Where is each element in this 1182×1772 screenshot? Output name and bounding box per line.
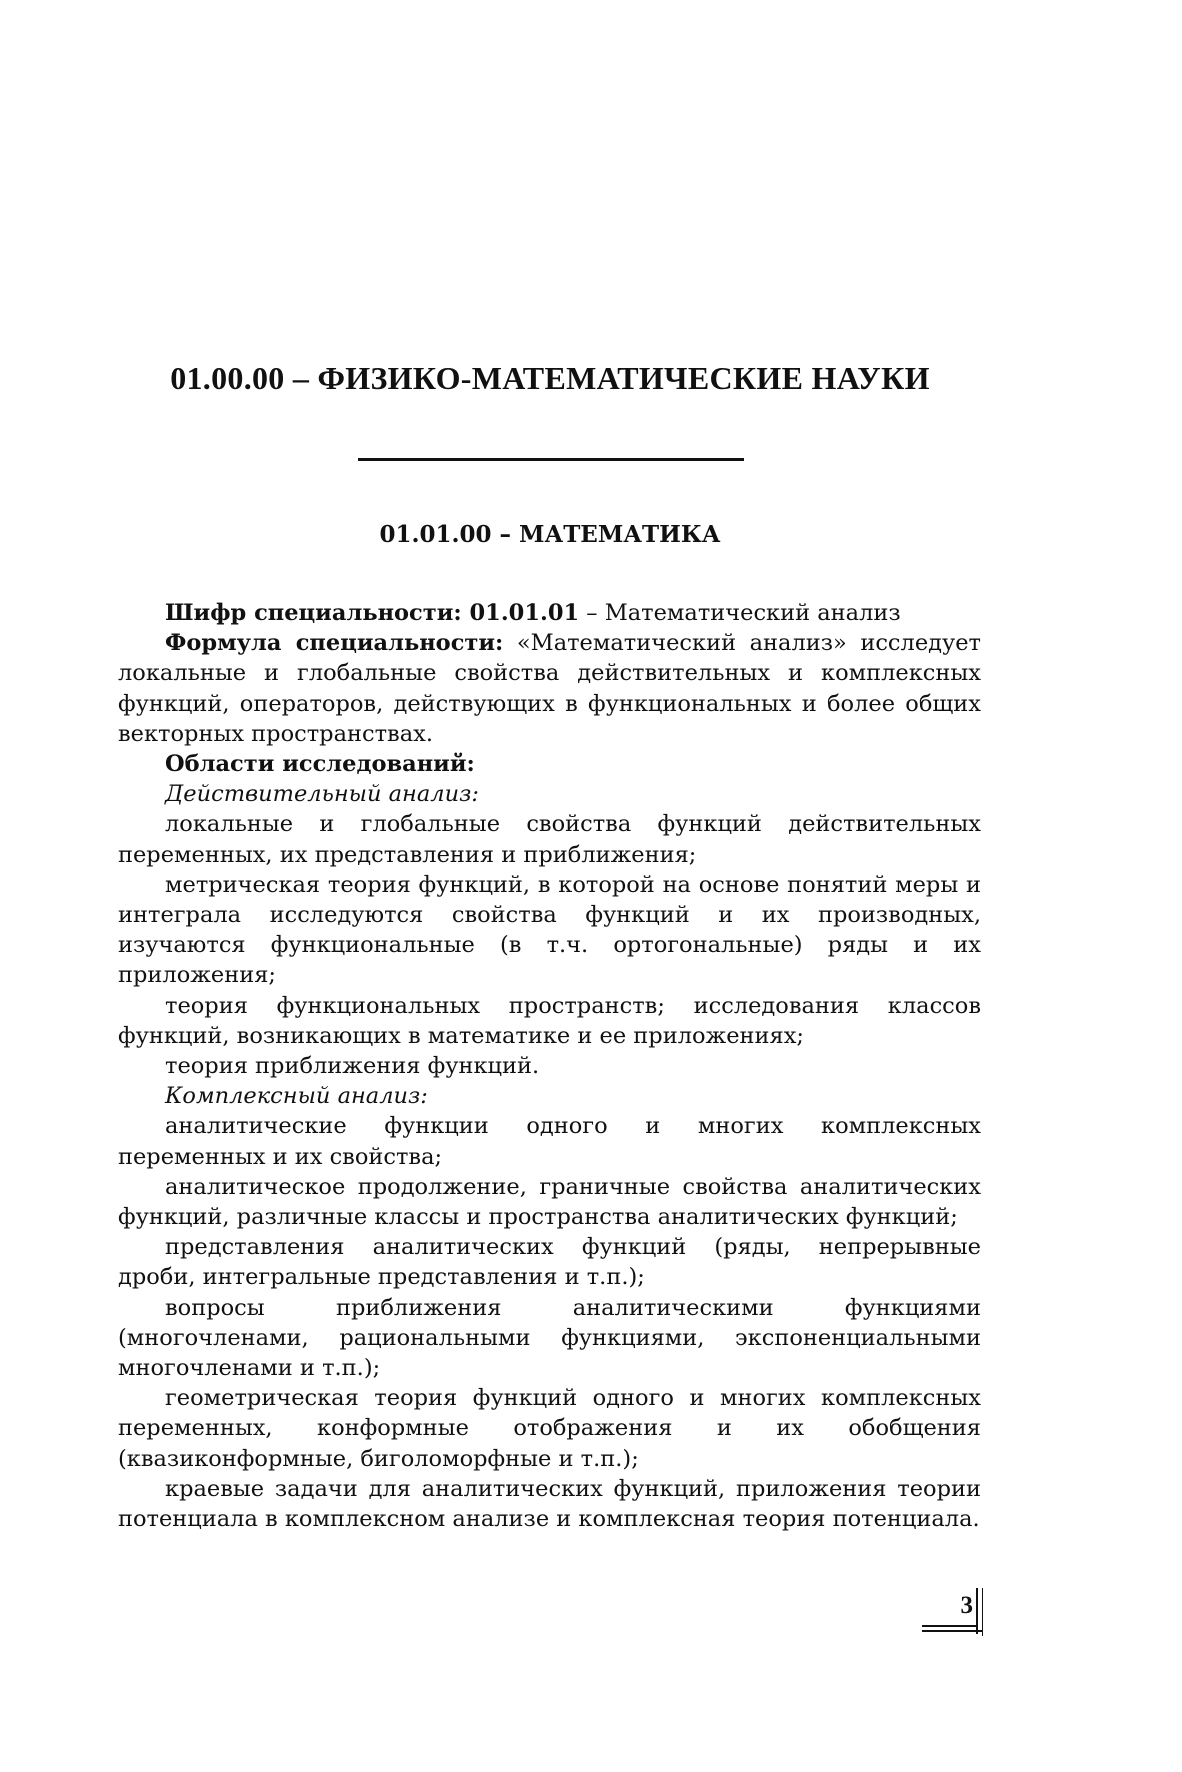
list-item: вопросы приближения аналитическими функциями (многочленами, рациональными функциями, экспоненциальными многочленами и т.п.); [118, 1294, 981, 1382]
real-analysis-heading: Действительный анализ: [165, 781, 479, 808]
specialty-formula [118, 628, 981, 749]
list-item: краевые задачи для аналитических функций, приложения теории потенциала в комплексном анализе и комплексная теория потенциала. [118, 1475, 981, 1533]
list-item: теория приближения функций. [165, 1053, 540, 1080]
research-heading: Области исследований: [165, 751, 475, 778]
list-item: метрическая теория функций, в которой на основе понятий меры и интеграла исследуются свойства функций и их производных, изучаются функциональные (в т.ч. ортогональные) ряды и их приложения; [118, 871, 981, 989]
section-title: 01.01.00 – МАТЕМАТИКА [379, 521, 721, 548]
page-number-rule [982, 1588, 984, 1636]
document-body [118, 598, 981, 1534]
list-item: представления аналитических функций (ряды, непрерывные дроби, интегральные представления и т.п.); [118, 1234, 981, 1291]
specialty-formula-text: «Математический анализ» исследует локальные и глобальные свойства действительных и комплексных функций, операторов, действующих в функциональных и более общих векторных пространствах. [118, 630, 981, 747]
list-item: геометрическая теория функций одного и многих комплексных переменных, конформные отображения и их обобщения (квазиконформные, биголоморфные и т.п.); [118, 1385, 981, 1472]
specialty-code-label: Шифр специальности: 01.01.01 [165, 600, 580, 626]
page-number-frame [922, 1588, 984, 1636]
specialty-formula-label: Формула специальности: [165, 630, 504, 657]
page-number-rule [922, 1630, 983, 1632]
specialty-code [118, 598, 981, 628]
complex-analysis-heading: Комплексный анализ: [165, 1083, 428, 1110]
page-title: 01.00.00 – ФИЗИКО-МАТЕМАТИЧЕСКИЕ НАУКИ [170, 360, 930, 396]
list-item: аналитические функции одного и многих комплексных переменных и их свойства; [118, 1113, 981, 1170]
list-item: аналитическое продолжение, граничные свойства аналитических функций, различные классы и пространства аналитических функций; [118, 1173, 981, 1231]
page-number-rule [976, 1588, 978, 1634]
title-divider [358, 458, 744, 461]
page-number-rule [922, 1625, 978, 1627]
page-number: 3 [960, 1592, 973, 1619]
list-item: теория функциональных пространств; исследования классов функций, возникающих в математике и ее приложениях; [118, 992, 981, 1049]
specialty-code-text: – Математический анализ [579, 600, 901, 626]
list-item: локальные и глобальные свойства функций действительных переменных, их представления и приближения; [118, 811, 981, 868]
